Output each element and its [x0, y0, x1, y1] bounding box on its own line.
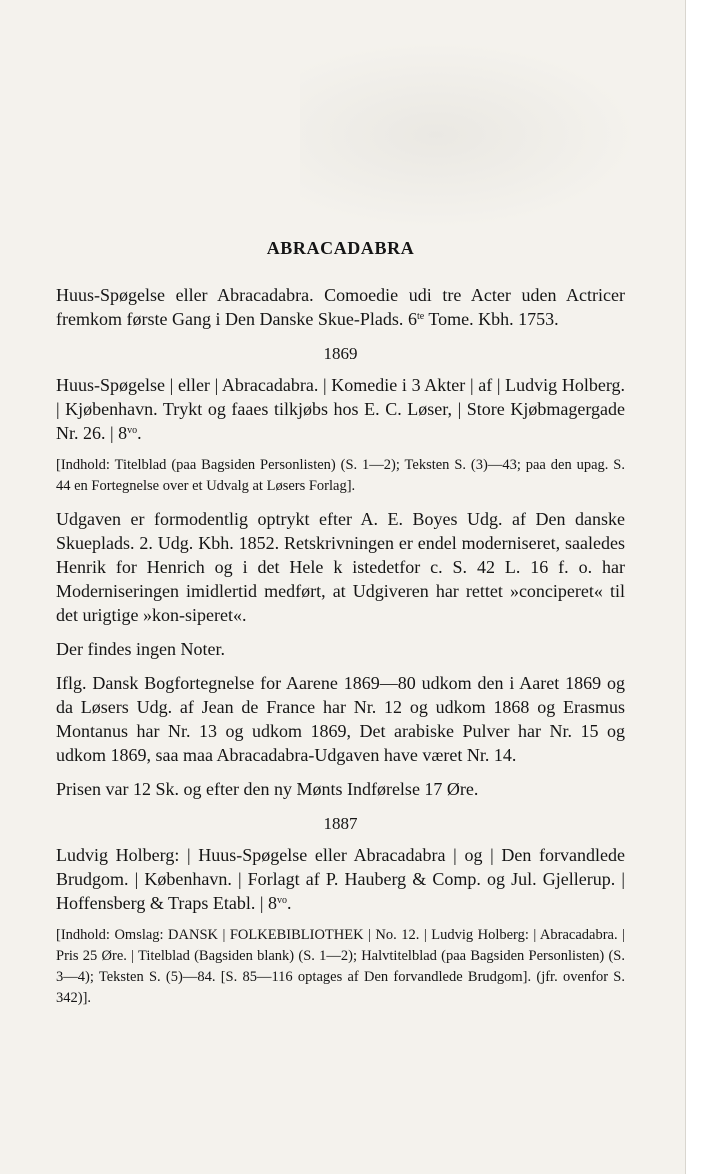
page-heading: ABRACADABRA: [266, 238, 415, 258]
edition-1887-title: Ludvig Holberg: | Huus-Spøgelse eller Abracadabra | og | Den forvandlede Brudgom. | København. | Forlagt af P. Hauberg & Comp. og Jul. Gjellerup. | Hoffensberg & Traps Etabl. |: [56, 845, 625, 913]
edition-1869-note-1: Udgaven er formodentlig optrykt efter A. E. Boyes Udg. af Den danske Skueplads. 2. Udg. Kbh. 1852. Retskrivningen er endel moderniseret, saaledes Henrik for Henrich og i det Hele k istedetfor c. S. 42 L. 16 f. o. har Moderniseringen imidlertid medført, at Udgiveren har rettet »conciperet« til det urigtige »kon-siperet«.: [56, 509, 625, 625]
tome-rest: Tome. Kbh. 1753.: [428, 309, 559, 329]
page-edge: [686, 0, 709, 1174]
edition-1887-format-superscript: vo: [276, 895, 287, 906]
edition-1869-format: 8: [118, 423, 128, 443]
edition-1869-format-superscript: vo: [127, 425, 138, 436]
edition-1887-title-paragraph: [56, 843, 625, 915]
show-through-texture: [300, 40, 640, 230]
year-heading-1887: 1887: [323, 814, 358, 833]
edition-1869-note-4: Prisen var 12 Sk. og efter den ny Mønts Indførelse 17 Øre.: [56, 779, 479, 799]
original-edition-text: Huus-Spøgelse eller Abracadabra. Comoedie udi tre Acter uden Actricer fremkom første Gang i Den Danske Skue-Plads.: [56, 285, 625, 329]
tome-number: 6: [407, 309, 417, 329]
edition-1869-title: Huus-Spøgelse | eller | Abracadabra. | Komedie i 3 Akter | af | Ludvig Holberg. | Kjøbenhavn. Trykt og faaes tilkjøbs hos E. C. Løser, | Store Kjøbmagergade Nr. 26. |: [56, 375, 625, 443]
year-heading-1869: 1869: [323, 344, 358, 363]
edition-1869-note-3: Iflg. Dansk Bogfortegnelse for Aarene 1869—80 udkom den i Aaret 1869 og da Løsers Udg. af Jean de France har Nr. 12 og udkom 1868 og Erasmus Montanus har Nr. 13 og udkom 1869, Det arabiske Pulver har Nr. 15 og udkom 1869, saa maa Abracadabra-Udgaven have været Nr. 14.: [56, 673, 625, 765]
edition-1887-contents: [Indhold: Omslag: DANSK | FOLKEBIBLIOTHEK | No. 12. | Ludvig Holberg: | Abracadabra. | Pris 25 Øre. | Titelblad (Bagsiden blank) (S. 1—2); Halvtitelblad (paa Bagsiden Personlisten) (S. 3—4); Teksten S. (5)—84. [S. 85—116 optages af Den forvandlede Brudgom]. (jfr. ovenfor S. 342)].: [56, 927, 625, 1006]
edition-1887-format: 8: [267, 893, 277, 913]
edition-1869-format-end: .: [137, 423, 142, 443]
edition-1869-contents: [Indhold: Titelblad (paa Bagsiden Personlisten) (S. 1—2); Teksten S. (3)—43; paa den upag. S. 44 en Fortegnelse over et Udvalg at Løsers Forlag].: [56, 457, 625, 494]
tome-superscript: te: [416, 311, 425, 322]
original-edition-paragraph: [56, 283, 625, 331]
edition-1869-title-paragraph: [56, 373, 625, 445]
edition-1869-note-2: Der findes ingen Noter.: [56, 639, 225, 659]
edition-1887-format-end: .: [286, 893, 292, 913]
page-body: [56, 238, 625, 1019]
